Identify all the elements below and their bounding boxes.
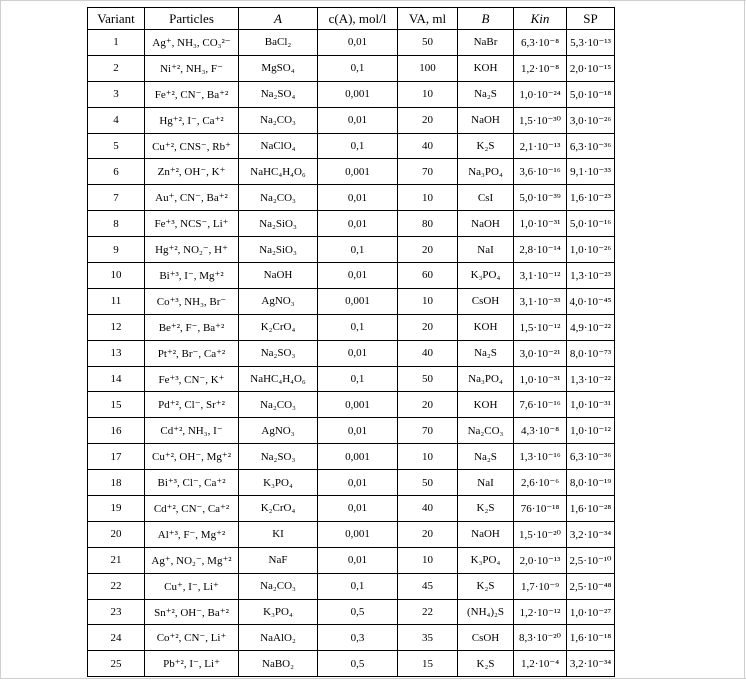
cell-a: Na₂SO₄	[239, 81, 318, 107]
cell-sp: 2,5·10⁻⁴⁸	[567, 573, 615, 599]
header-variant: Variant	[88, 8, 145, 30]
cell-a: AgNO₃	[239, 288, 318, 314]
cell-particles: Co⁺³, NH₃, Br⁻	[145, 288, 239, 314]
cell-k-in: 1,5·10⁻³⁰	[514, 107, 567, 133]
cell-concentration: 0,01	[318, 30, 398, 56]
cell-a: Na₂SiO₃	[239, 211, 318, 237]
cell-sp: 1,0·10⁻³¹	[567, 392, 615, 418]
cell-sp: 1,0·10⁻²⁷	[567, 599, 615, 625]
cell-k-in: 1,0·10⁻²⁴	[514, 81, 567, 107]
cell-volume: 45	[398, 573, 458, 599]
cell-concentration: 0,001	[318, 521, 398, 547]
cell-particles: Pt⁺², Br⁻, Ca⁺²	[145, 340, 239, 366]
cell-concentration: 0,01	[318, 263, 398, 289]
cell-a: Na₂CO₃	[239, 185, 318, 211]
cell-a: K₃PO₄	[239, 599, 318, 625]
cell-sp: 1,6·10⁻²³	[567, 185, 615, 211]
table-row	[88, 30, 615, 56]
cell-volume: 40	[398, 340, 458, 366]
cell-variant: 12	[88, 314, 145, 340]
table-row	[88, 366, 615, 392]
cell-sp: 1,0·10⁻²⁶	[567, 237, 615, 263]
cell-b: K₂S	[458, 133, 514, 159]
cell-volume: 40	[398, 133, 458, 159]
cell-sp: 5,0·10⁻¹⁸	[567, 81, 615, 107]
cell-concentration: 0,5	[318, 651, 398, 677]
cell-k-in: 1,0·10⁻³¹	[514, 366, 567, 392]
cell-b: Na₃PO₄	[458, 366, 514, 392]
cell-sp: 9,1·10⁻³³	[567, 159, 615, 185]
cell-volume: 10	[398, 185, 458, 211]
cell-b: Na₃PO₄	[458, 159, 514, 185]
table-row	[88, 418, 615, 444]
header-a: A	[239, 8, 318, 30]
cell-b: CsI	[458, 185, 514, 211]
table-row	[88, 444, 615, 470]
cell-variant: 22	[88, 573, 145, 599]
cell-b: K₂S	[458, 573, 514, 599]
cell-k-in: 7,6·10⁻¹⁶	[514, 392, 567, 418]
cell-volume: 60	[398, 263, 458, 289]
cell-k-in: 2,0·10⁻¹³	[514, 547, 567, 573]
cell-sp: 2,5·10⁻¹⁰	[567, 547, 615, 573]
cell-volume: 50	[398, 366, 458, 392]
cell-concentration: 0,1	[318, 55, 398, 81]
cell-sp: 8,0·10⁻¹⁹	[567, 470, 615, 496]
header-row	[88, 8, 615, 30]
cell-variant: 20	[88, 521, 145, 547]
cell-k-in: 1,5·10⁻²⁰	[514, 521, 567, 547]
cell-particles: Pb⁺², I⁻, Li⁺	[145, 651, 239, 677]
cell-sp: 4,9·10⁻²²	[567, 314, 615, 340]
cell-variant: 9	[88, 237, 145, 263]
cell-volume: 70	[398, 418, 458, 444]
cell-particles: Cu⁺², CNS⁻, Rb⁺	[145, 133, 239, 159]
cell-sp: 3,0·10⁻²⁶	[567, 107, 615, 133]
cell-k-in: 76·10⁻¹⁸	[514, 496, 567, 522]
cell-k-in: 1,7·10⁻⁹	[514, 573, 567, 599]
table-row	[88, 237, 615, 263]
cell-volume: 10	[398, 444, 458, 470]
cell-concentration: 0,001	[318, 444, 398, 470]
cell-a: Na₂CO₃	[239, 107, 318, 133]
cell-variant: 4	[88, 107, 145, 133]
cell-variant: 15	[88, 392, 145, 418]
cell-volume: 10	[398, 81, 458, 107]
cell-particles: Bi⁺³, I⁻, Mg⁺²	[145, 263, 239, 289]
table-row	[88, 211, 615, 237]
cell-a: NaClO₄	[239, 133, 318, 159]
cell-particles: Al⁺³, F⁻, Mg⁺²	[145, 521, 239, 547]
cell-sp: 6,3·10⁻³⁶	[567, 133, 615, 159]
cell-volume: 22	[398, 599, 458, 625]
cell-sp: 2,0·10⁻¹⁵	[567, 55, 615, 81]
cell-volume: 100	[398, 55, 458, 81]
header-b: B	[458, 8, 514, 30]
cell-a: NaAlO₂	[239, 625, 318, 651]
table-row	[88, 392, 615, 418]
cell-b: NaOH	[458, 521, 514, 547]
cell-b: NaBr	[458, 30, 514, 56]
cell-b: Na₂S	[458, 340, 514, 366]
table-row	[88, 55, 615, 81]
cell-variant: 3	[88, 81, 145, 107]
cell-a: BaCl₂	[239, 30, 318, 56]
cell-concentration: 0,01	[318, 470, 398, 496]
cell-particles: Cu⁺², OH⁻, Mg⁺²	[145, 444, 239, 470]
table-row	[88, 81, 615, 107]
header-particles: Particles	[145, 8, 239, 30]
cell-particles: Ni⁺², NH₃, F⁻	[145, 55, 239, 81]
cell-a: Na₂CO₃	[239, 573, 318, 599]
cell-variant: 1	[88, 30, 145, 56]
table-row	[88, 314, 615, 340]
table-row	[88, 159, 615, 185]
cell-b: NaOH	[458, 211, 514, 237]
table-row	[88, 625, 615, 651]
cell-variant: 18	[88, 470, 145, 496]
cell-a: NaF	[239, 547, 318, 573]
cell-k-in: 3,1·10⁻³³	[514, 288, 567, 314]
cell-particles: Cu⁺, I⁻, Li⁺	[145, 573, 239, 599]
cell-particles: Cd⁺², CN⁻, Ca⁺²	[145, 496, 239, 522]
table-body	[88, 30, 615, 677]
cell-k-in: 1,5·10⁻¹²	[514, 314, 567, 340]
cell-b: KOH	[458, 314, 514, 340]
cell-a: KI	[239, 521, 318, 547]
page-frame-top	[0, 0, 746, 1]
cell-variant: 10	[88, 263, 145, 289]
cell-volume: 15	[398, 651, 458, 677]
cell-sp: 8,0·10⁻⁷³	[567, 340, 615, 366]
cell-a: K₂CrO₄	[239, 314, 318, 340]
cell-volume: 20	[398, 237, 458, 263]
cell-k-in: 6,3·10⁻⁸	[514, 30, 567, 56]
cell-k-in: 1,2·10⁻⁸	[514, 55, 567, 81]
cell-sp: 5,0·10⁻¹⁶	[567, 211, 615, 237]
cell-concentration: 0,1	[318, 133, 398, 159]
cell-concentration: 0,001	[318, 159, 398, 185]
cell-sp: 3,2·10⁻³⁴	[567, 521, 615, 547]
cell-sp: 5,3·10⁻¹³	[567, 30, 615, 56]
cell-a: Na₂SO₃	[239, 340, 318, 366]
cell-concentration: 0,01	[318, 340, 398, 366]
table-row	[88, 547, 615, 573]
cell-k-in: 1,2·10⁻⁴	[514, 651, 567, 677]
cell-k-in: 1,0·10⁻³¹	[514, 211, 567, 237]
cell-particles: Be⁺², F⁻, Ba⁺²	[145, 314, 239, 340]
cell-particles: Co⁺², CN⁻, Li⁺	[145, 625, 239, 651]
cell-concentration: 0,1	[318, 314, 398, 340]
page-frame-left	[0, 0, 1, 679]
cell-variant: 13	[88, 340, 145, 366]
cell-b: K₃PO₄	[458, 263, 514, 289]
cell-sp: 3,2·10⁻³⁴	[567, 651, 615, 677]
cell-b: NaI	[458, 470, 514, 496]
cell-concentration: 0,3	[318, 625, 398, 651]
cell-concentration: 0,1	[318, 366, 398, 392]
cell-variant: 19	[88, 496, 145, 522]
cell-concentration: 0,1	[318, 237, 398, 263]
cell-k-in: 8,3·10⁻²⁰	[514, 625, 567, 651]
cell-b: K₃PO₄	[458, 547, 514, 573]
cell-b: K₂S	[458, 496, 514, 522]
cell-concentration: 0,01	[318, 185, 398, 211]
table-row	[88, 340, 615, 366]
cell-volume: 20	[398, 521, 458, 547]
cell-variant: 17	[88, 444, 145, 470]
cell-variant: 14	[88, 366, 145, 392]
header-volume: VA, ml	[398, 8, 458, 30]
cell-k-in: 1,3·10⁻¹⁶	[514, 444, 567, 470]
cell-concentration: 0,001	[318, 392, 398, 418]
cell-volume: 20	[398, 107, 458, 133]
cell-k-in: 3,0·10⁻²¹	[514, 340, 567, 366]
cell-particles: Fe⁺², CN⁻, Ba⁺²	[145, 81, 239, 107]
cell-sp: 1,6·10⁻²⁸	[567, 496, 615, 522]
cell-variant: 16	[88, 418, 145, 444]
header-k-in: Kin	[514, 8, 567, 30]
cell-concentration: 0,1	[318, 573, 398, 599]
variants-table	[87, 7, 615, 677]
cell-volume: 50	[398, 470, 458, 496]
cell-concentration: 0,001	[318, 81, 398, 107]
cell-sp: 1,6·10⁻¹⁸	[567, 625, 615, 651]
cell-b: CsOH	[458, 288, 514, 314]
cell-volume: 35	[398, 625, 458, 651]
cell-a: Na₂CO₃	[239, 392, 318, 418]
cell-concentration: 0,01	[318, 547, 398, 573]
cell-a: K₃PO₄	[239, 470, 318, 496]
table-row	[88, 263, 615, 289]
cell-particles: Hg⁺², NO₂⁻, H⁺	[145, 237, 239, 263]
cell-volume: 10	[398, 547, 458, 573]
cell-concentration: 0,01	[318, 211, 398, 237]
cell-variant: 5	[88, 133, 145, 159]
cell-volume: 10	[398, 288, 458, 314]
cell-a: MgSO₄	[239, 55, 318, 81]
cell-k-in: 2,8·10⁻¹⁴	[514, 237, 567, 263]
cell-variant: 2	[88, 55, 145, 81]
table-row	[88, 185, 615, 211]
table-row	[88, 470, 615, 496]
page-frame-bottom	[0, 678, 746, 679]
cell-k-in: 5,0·10⁻³⁹	[514, 185, 567, 211]
cell-variant: 25	[88, 651, 145, 677]
table-row	[88, 573, 615, 599]
header-concentration: c(A), mol/l	[318, 8, 398, 30]
cell-b: Na₂CO₃	[458, 418, 514, 444]
cell-k-in: 1,2·10⁻¹²	[514, 599, 567, 625]
cell-volume: 20	[398, 392, 458, 418]
cell-particles: Sn⁺², OH⁻, Ba⁺²	[145, 599, 239, 625]
cell-particles: Ag⁺, NO₂⁻, Mg⁺²	[145, 547, 239, 573]
table-row	[88, 521, 615, 547]
cell-particles: Zn⁺², OH⁻, K⁺	[145, 159, 239, 185]
cell-volume: 70	[398, 159, 458, 185]
cell-variant: 7	[88, 185, 145, 211]
cell-volume: 40	[398, 496, 458, 522]
cell-sp: 6,3·10⁻³⁶	[567, 444, 615, 470]
cell-a: NaHC₄H₄O₆	[239, 366, 318, 392]
cell-concentration: 0,01	[318, 496, 398, 522]
cell-b: NaOH	[458, 107, 514, 133]
cell-concentration: 0,01	[318, 418, 398, 444]
cell-particles: Pd⁺², Cl⁻, Sr⁺²	[145, 392, 239, 418]
cell-b: KOH	[458, 55, 514, 81]
cell-volume: 20	[398, 314, 458, 340]
cell-k-in: 2,6·10⁻⁶	[514, 470, 567, 496]
cell-a: NaOH	[239, 263, 318, 289]
cell-b: NaI	[458, 237, 514, 263]
cell-b: Na₂S	[458, 444, 514, 470]
cell-concentration: 0,001	[318, 288, 398, 314]
table-row	[88, 107, 615, 133]
cell-k-in: 3,1·10⁻¹²	[514, 263, 567, 289]
cell-k-in: 4,3·10⁻⁸	[514, 418, 567, 444]
cell-variant: 24	[88, 625, 145, 651]
cell-particles: Hg⁺², I⁻, Ca⁺²	[145, 107, 239, 133]
page-frame-right	[744, 0, 745, 679]
cell-sp: 1,0·10⁻¹²	[567, 418, 615, 444]
cell-particles: Cd⁺², NH₃, I⁻	[145, 418, 239, 444]
cell-a: NaBO₂	[239, 651, 318, 677]
cell-volume: 50	[398, 30, 458, 56]
cell-sp: 4,0·10⁻⁴⁵	[567, 288, 615, 314]
cell-variant: 21	[88, 547, 145, 573]
cell-sp: 1,3·10⁻²³	[567, 263, 615, 289]
table-row	[88, 651, 615, 677]
table-row	[88, 496, 615, 522]
cell-b: K₂S	[458, 651, 514, 677]
cell-particles: Fe⁺³, NCS⁻, Li⁺	[145, 211, 239, 237]
cell-particles: Ag⁺, NH₃, CO₃²⁻	[145, 30, 239, 56]
cell-a: Na₂SO₃	[239, 444, 318, 470]
cell-sp: 1,3·10⁻²²	[567, 366, 615, 392]
cell-a: NaHC₄H₄O₆	[239, 159, 318, 185]
cell-volume: 80	[398, 211, 458, 237]
cell-k-in: 2,1·10⁻¹³	[514, 133, 567, 159]
cell-particles: Bi⁺³, Cl⁻, Ca⁺²	[145, 470, 239, 496]
cell-variant: 8	[88, 211, 145, 237]
table-row	[88, 599, 615, 625]
cell-concentration: 0,5	[318, 599, 398, 625]
cell-b: KOH	[458, 392, 514, 418]
table-row	[88, 133, 615, 159]
cell-particles: Fe⁺³, CN⁻, K⁺	[145, 366, 239, 392]
cell-variant: 23	[88, 599, 145, 625]
cell-a: Na₂SiO₃	[239, 237, 318, 263]
cell-b: CsOH	[458, 625, 514, 651]
cell-a: K₂CrO₄	[239, 496, 318, 522]
cell-a: AgNO₃	[239, 418, 318, 444]
cell-k-in: 3,6·10⁻¹⁶	[514, 159, 567, 185]
cell-particles: Au⁺, CN⁻, Ba⁺²	[145, 185, 239, 211]
table-row	[88, 288, 615, 314]
header-sp: SP	[567, 8, 615, 30]
cell-variant: 11	[88, 288, 145, 314]
cell-concentration: 0,01	[318, 107, 398, 133]
cell-variant: 6	[88, 159, 145, 185]
cell-b: Na₂S	[458, 81, 514, 107]
cell-b: (NH₄)₂S	[458, 599, 514, 625]
